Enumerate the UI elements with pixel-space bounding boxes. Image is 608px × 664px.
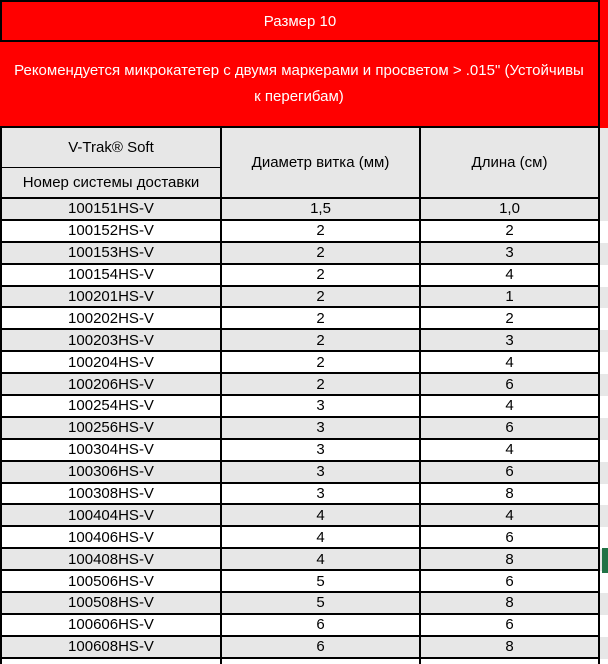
recommendation-line2: к перегибам) [254, 88, 344, 105]
table-cell-delivery-code[interactable]: 100206HS-V [0, 374, 222, 396]
header-delivery-system-cell[interactable] [0, 168, 222, 199]
row-overflow-strip [600, 199, 608, 221]
header-delivery-system-label: Номер системы доставки [22, 174, 200, 191]
table-cell-length[interactable]: 6 [421, 571, 600, 593]
size-banner-label: Размер 10 [263, 12, 337, 30]
table-cell-length[interactable]: 4 [421, 505, 600, 527]
table-cell-length[interactable]: 1,0 [421, 199, 600, 221]
table-cell-delivery-code[interactable]: 100201HS-V [0, 287, 222, 309]
header-length-cell[interactable] [421, 128, 600, 199]
table-cell-delivery-code[interactable]: 100153HS-V [0, 243, 222, 265]
row-overflow-strip [600, 243, 608, 265]
table-cell-coil-diameter[interactable]: 2 [222, 308, 421, 330]
row-overflow-strip [600, 527, 608, 549]
table-cell-length[interactable]: 2 [421, 308, 600, 330]
table-cell-length[interactable]: 8 [421, 637, 600, 659]
table-cell-coil-diameter[interactable]: 3 [222, 396, 421, 418]
table-cell-delivery-code[interactable]: 100202HS-V [0, 308, 222, 330]
table-cell-coil-diameter[interactable]: 2 [222, 221, 421, 243]
row-overflow-strip [600, 396, 608, 418]
table-cell-length[interactable]: 3 [421, 330, 600, 352]
header-overflow-strip [600, 128, 608, 199]
table-cell-length[interactable]: 1 [421, 287, 600, 309]
row-overflow-strip [600, 330, 608, 352]
row-overflow-strip [600, 352, 608, 374]
row-overflow-strip [600, 440, 608, 462]
row-overflow-strip [600, 571, 608, 593]
table-cell-delivery-code[interactable]: 100304HS-V [0, 440, 222, 462]
table-cell-coil-diameter[interactable]: 5 [222, 593, 421, 615]
table-cell-coil-diameter[interactable]: 5 [222, 571, 421, 593]
partial-row-diameter-cell[interactable] [222, 659, 421, 664]
row-overflow-strip [600, 308, 608, 330]
size-banner-cell[interactable] [0, 0, 600, 42]
table-cell-delivery-code[interactable]: 100406HS-V [0, 527, 222, 549]
header-coil-diameter-cell[interactable] [222, 128, 421, 199]
table-cell-delivery-code[interactable]: 100256HS-V [0, 418, 222, 440]
table-cell-coil-diameter[interactable]: 2 [222, 287, 421, 309]
table-cell-length[interactable]: 4 [421, 265, 600, 287]
recommendation-line1: Рекомендуется микрокатетер с двумя маркерами и просветом > .015" (Устойчивы [14, 62, 584, 79]
table-cell-delivery-code[interactable]: 100254HS-V [0, 396, 222, 418]
table-cell-coil-diameter[interactable]: 4 [222, 549, 421, 571]
row-overflow-strip [600, 265, 608, 287]
table-cell-length[interactable]: 6 [421, 462, 600, 484]
table-cell-coil-diameter[interactable]: 1,5 [222, 199, 421, 221]
row-overflow-strip [600, 374, 608, 396]
table-cell-length[interactable]: 2 [421, 221, 600, 243]
table-cell-delivery-code[interactable]: 100152HS-V [0, 221, 222, 243]
table-cell-delivery-code[interactable]: 100506HS-V [0, 571, 222, 593]
table-cell-delivery-code[interactable]: 100203HS-V [0, 330, 222, 352]
table-cell-coil-diameter[interactable]: 3 [222, 418, 421, 440]
row-overflow-strip [600, 418, 608, 440]
row-overflow-strip [600, 462, 608, 484]
table-cell-delivery-code[interactable]: 100151HS-V [0, 199, 222, 221]
table-cell-length[interactable]: 4 [421, 352, 600, 374]
table-cell-coil-diameter[interactable]: 2 [222, 352, 421, 374]
table-cell-delivery-code[interactable]: 100408HS-V [0, 549, 222, 571]
table-cell-delivery-code[interactable]: 100308HS-V [0, 484, 222, 506]
header-coil-diameter-label: Диаметр витка (мм) [251, 154, 390, 171]
table-cell-delivery-code[interactable]: 100608HS-V [0, 637, 222, 659]
row-overflow-strip [600, 505, 608, 527]
table-cell-delivery-code[interactable]: 100404HS-V [0, 505, 222, 527]
table-cell-length[interactable]: 6 [421, 615, 600, 637]
cell-selection-border-fragment [602, 548, 608, 573]
row-overflow-strip [600, 287, 608, 309]
row-overflow-strip [600, 637, 608, 659]
table-cell-coil-diameter[interactable]: 3 [222, 440, 421, 462]
header-product-name-cell[interactable] [0, 128, 222, 168]
table-cell-length[interactable]: 8 [421, 593, 600, 615]
row-overflow-strip [600, 593, 608, 615]
row-overflow-strip [600, 484, 608, 506]
table-cell-delivery-code[interactable]: 100306HS-V [0, 462, 222, 484]
table-cell-coil-diameter[interactable]: 2 [222, 243, 421, 265]
table-cell-delivery-code[interactable]: 100606HS-V [0, 615, 222, 637]
table-cell-delivery-code[interactable]: 100204HS-V [0, 352, 222, 374]
table-cell-length[interactable]: 4 [421, 396, 600, 418]
table-cell-length[interactable]: 6 [421, 374, 600, 396]
table-cell-coil-diameter[interactable]: 2 [222, 265, 421, 287]
banner1-overflow-strip [600, 0, 608, 42]
table-cell-coil-diameter[interactable]: 3 [222, 484, 421, 506]
banner2-overflow-strip [600, 42, 608, 128]
table-cell-coil-diameter[interactable]: 2 [222, 374, 421, 396]
recommendation-banner-cell[interactable] [0, 42, 600, 128]
table-cell-length[interactable]: 8 [421, 549, 600, 571]
table-cell-coil-diameter[interactable]: 4 [222, 505, 421, 527]
table-cell-length[interactable]: 6 [421, 527, 600, 549]
row-overflow-strip [600, 615, 608, 637]
table-cell-length[interactable]: 8 [421, 484, 600, 506]
table-cell-length[interactable]: 6 [421, 418, 600, 440]
table-cell-length[interactable]: 4 [421, 440, 600, 462]
row-overflow-strip [600, 221, 608, 243]
partial-row-overflow-strip [600, 659, 608, 664]
header-product-name-label: V-Trak® Soft [68, 139, 154, 156]
header-length-label: Длина (см) [471, 154, 548, 171]
partial-row-code-cell[interactable] [0, 659, 222, 664]
table-cell-coil-diameter[interactable]: 6 [222, 615, 421, 637]
table-cell-delivery-code[interactable]: 100508HS-V [0, 593, 222, 615]
table-cell-coil-diameter[interactable]: 4 [222, 527, 421, 549]
table-cell-coil-diameter[interactable]: 3 [222, 462, 421, 484]
table-cell-coil-diameter[interactable]: 2 [222, 330, 421, 352]
table-cell-coil-diameter[interactable]: 6 [222, 637, 421, 659]
partial-row-length-cell[interactable] [421, 659, 600, 664]
table-cell-length[interactable]: 3 [421, 243, 600, 265]
table-cell-delivery-code[interactable]: 100154HS-V [0, 265, 222, 287]
